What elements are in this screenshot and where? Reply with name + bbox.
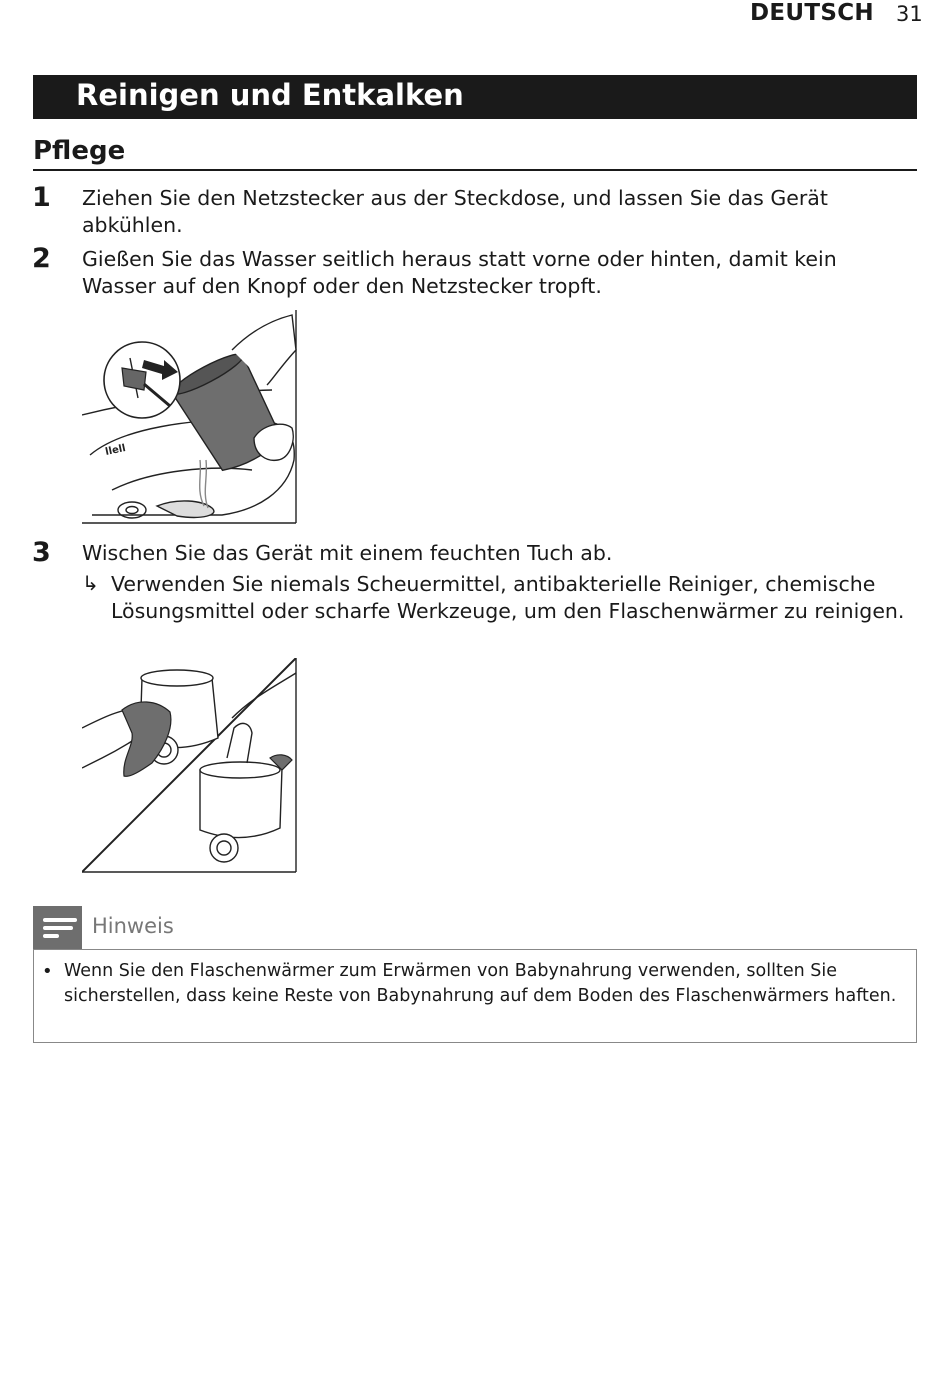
step-3-text: Wischen Sie das Gerät mit einem feuchten Tuch ab.	[82, 541, 613, 565]
step-1-text: Ziehen Sie den Netzstecker aus der Steckdose, und lassen Sie das Gerät abkühlen.	[82, 186, 828, 237]
step-1-number: 1	[32, 182, 51, 213]
step-3-result-text: Verwenden Sie niemals Scheuermittel, antibakterielle Reiniger, chemische Lösungsmittel oder scharfe Werkzeuge, um den Flaschenwärmer zu reinigen.	[111, 572, 905, 623]
note-icon	[33, 906, 82, 949]
subsection-title: Pflege	[33, 136, 126, 166]
step-2-text: Gießen Sie das Wasser seitlich heraus statt vorne oder hinten, damit kein Wasser auf den Knopf oder den Netzstecker tropft.	[82, 247, 837, 298]
pour-water-illustration	[82, 310, 298, 529]
warmer-brand-mark: llell	[104, 442, 127, 458]
note-bullet: •	[42, 961, 53, 982]
header-language: DEUTSCH	[750, 0, 874, 26]
section-title-bar	[33, 75, 917, 119]
step-3-number: 3	[32, 537, 51, 568]
note-label: Hinweis	[92, 914, 174, 938]
section-title: Reinigen und Entkalken	[76, 78, 464, 112]
page-number: 31	[896, 2, 923, 26]
result-arrow-icon: ↳	[82, 571, 99, 595]
step-2-number: 2	[32, 243, 51, 274]
subsection-divider	[33, 169, 917, 171]
note-text: Wenn Sie den Flaschenwärmer zum Erwärmen von Babynahrung verwenden, sollten Sie sicherstellen, dass keine Reste von Babynahrung auf dem Boden des Flaschenwärmers haften.	[64, 961, 897, 1006]
note-box	[33, 949, 917, 1043]
wipe-warmer-illustration	[82, 658, 298, 878]
